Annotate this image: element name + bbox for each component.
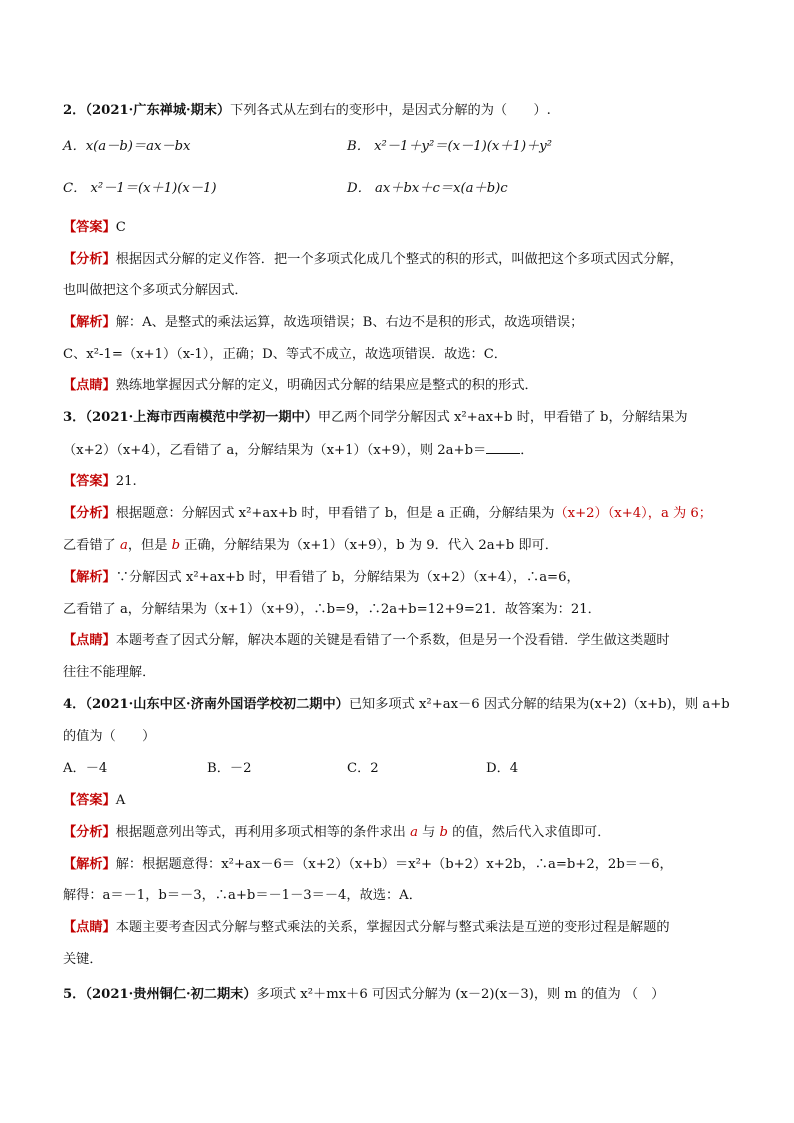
analysis-line [63,251,683,269]
comment-text-cont: 关键． [63,952,103,967]
answer-value: A [115,793,126,808]
solution-text: ∵分解因式 x²+ax+b 时，甲看错了 b，分解结果为（x+2）（x+4），∴a=6， [115,570,580,585]
answer-label: 【答案】 [63,793,116,808]
option-a: A．－4 [63,761,108,776]
analysis-label: 【分析】 [63,252,116,267]
analysis-label: 【分析】 [63,825,116,840]
analysis-text-cont [63,537,558,555]
option-c: C．2 [347,761,379,776]
option-b: B． x²－1＋y²＝(x－1)(x＋1)＋y² [347,139,553,154]
comment-text: 本题考查了因式分解，解决本题的关键是看错了一个系数，但是另一个没看错．学生做这类题时 [115,633,670,648]
question-5-stem [63,986,664,1004]
answer-line [63,792,125,810]
solution-text: 解：A、是整式的乘法运算，故选项错误；B、右边不是积的形式，故选项错误； [115,315,584,330]
question-text: 多项式 x²＋mx＋6 可因式分解为 (x－2)(x－3)，则 m 的值为 （ ） [256,987,665,1002]
answer-value: C [115,220,126,235]
analysis-text: 与 [417,825,440,840]
variable-b: b [171,538,181,553]
answer-line [63,473,137,491]
analysis-line [63,505,712,523]
option-c: C． x²－1＝(x＋1)(x－1) [63,181,217,196]
answer-label: 【答案】 [63,474,116,489]
analysis-text: 根据题意：分解因式 x²+ax+b 时，甲看错了 b，但是 a 正确，分解结果为 [115,506,555,521]
question-number: 3． [63,410,86,425]
solution-line [63,314,583,332]
comment-line [63,632,670,650]
question-source: （2021·上海市西南模范中学初一期中） [85,410,318,425]
question-number: 5． [63,987,86,1002]
solution-line [63,569,580,587]
question-3-stem [63,409,688,427]
solution-label: 【解析】 [63,315,116,330]
comment-line [63,377,538,395]
answer-value: 21. [115,474,137,489]
variable-a: a [119,538,128,553]
analysis-text: 乙看错了 [63,538,120,553]
variable-b: b [439,825,448,840]
option-a: A．x(a－b)＝ax－bx [63,139,191,154]
comment-text-cont: 往往不能理解． [63,665,156,680]
solution-label: 【解析】 [63,570,116,585]
question-text: 甲乙两个同学分解因式 x²+ax+b 时，甲看错了 b，分解结果为 [317,410,688,425]
option-b: B．－2 [207,761,252,776]
question-3-stem-cont [63,441,533,460]
solution-text: 解：根据题意得：x²+ax－6＝（x+2）（x+b）＝x²+（b+2）x+2b，∴a=b+2，2b＝－6， [115,857,673,872]
analysis-line [63,824,610,842]
comment-label: 【点睛】 [63,920,116,935]
comment-text: 熟练地掌握因式分解的定义，明确因式分解的结果应是整式的积的形式． [115,378,538,393]
answer-blank[interactable] [486,441,520,454]
question-number: 4． [63,697,86,712]
analysis-text-cont: 也叫做把这个多项式分解因式． [63,283,248,298]
question-4-stem-cont: 的值为（ ） [63,729,156,744]
question-source: （2021·广东禅城·期末） [85,103,231,118]
question-source: （2021·贵州铜仁·初二期末） [85,987,257,1002]
comment-line [63,919,670,937]
analysis-text: 的值，然后代入求值即可． [447,825,611,840]
question-number: 2． [63,103,86,118]
comment-label: 【点睛】 [63,378,116,393]
analysis-text: ，但是 [127,538,172,553]
question-text: （x+2）（x+4），乙看错了 a，分解结果为（x+1）（x+9），则 2a+b＝ [63,443,487,458]
solution-line [63,856,673,874]
solution-text-cont: 乙看错了 a，分解结果为（x+1）（x+9），∴b=9，∴2a+b=12+9=21．故答案为：21． [63,602,601,617]
solution-text-cont: 解得：a＝－1，b＝－3，∴a+b＝－1－3＝－4，故选：A． [63,888,422,903]
question-4-stem [63,696,730,714]
answer-label: 【答案】 [63,220,116,235]
question-source: （2021·山东中区·济南外国语学校初二期中） [85,697,349,712]
option-d: D．4 [486,761,519,776]
variable-a: a [410,825,418,840]
question-text-end: ． [520,443,534,458]
analysis-text: 根据因式分解的定义作答．把一个多项式化成几个整式的积的形式，叫做把这个多项式因式分解， [115,252,683,267]
analysis-text: 正确，分解结果为（x+1）（x+9），b 为 9．代入 2a+b 即可． [180,538,558,553]
analysis-label: 【分析】 [63,506,116,521]
answer-line [63,219,126,237]
option-d: D． ax＋bx＋c＝x(a＋b)c [347,181,508,196]
question-text: 下列各式从左到右的变形中，是因式分解的为（ ）. [230,103,551,118]
question-text: 已知多项式 x²+ax－6 因式分解的结果为(x+2)（x+b)，则 a+b [348,697,730,712]
question-2-stem [63,102,551,120]
solution-text-cont: C、x²-1=（x+1）（x-1），正确；D、等式不成立，故选项错误．故选：C． [63,347,507,362]
analysis-text: 根据题意列出等式，再利用多项式相等的条件求出 [115,825,411,840]
comment-text: 本题主要考查因式分解与整式乘法的关系，掌握因式分解与整式乘法是互逆的变形过程是解题的 [115,920,670,935]
analysis-text-red: （x+2）（x+4），a 为 6； [554,506,712,521]
solution-label: 【解析】 [63,857,116,872]
comment-label: 【点睛】 [63,633,116,648]
